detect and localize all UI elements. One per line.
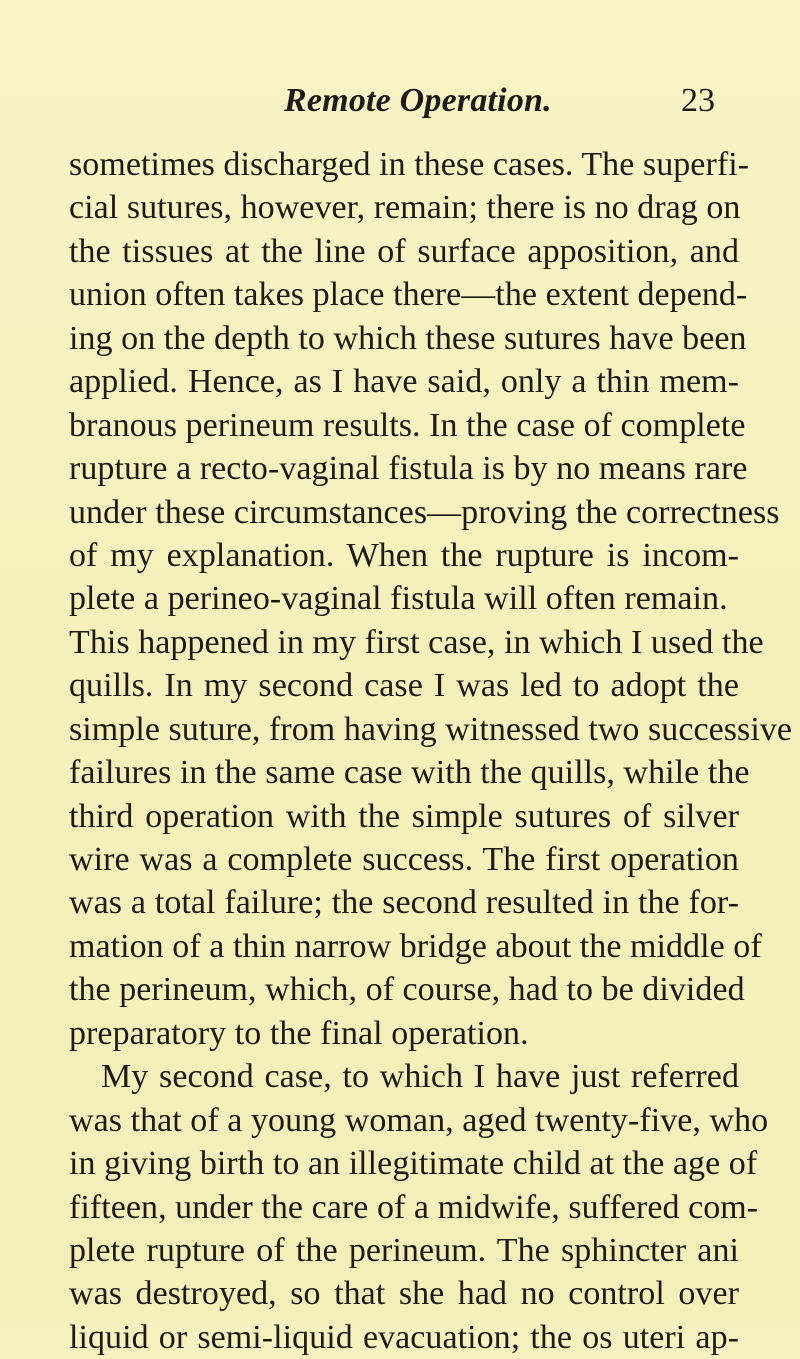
text-line: failures in the same case with the quills, while the bbox=[69, 754, 750, 792]
text-line: rupture a recto-vaginal fistula is by no means rare bbox=[69, 450, 748, 488]
text-line: in giving birth to an illegitimate child at the age of bbox=[69, 1145, 758, 1183]
text-line: liquid or semi-liquid evacuation; the os uteri ap- bbox=[69, 1318, 739, 1356]
text-line: preparatory to the final operation. bbox=[69, 1014, 529, 1052]
text-line: This happened in my first case, in which I used the bbox=[69, 623, 764, 661]
text-line: of my explanation. When the rupture is incom- bbox=[69, 536, 739, 574]
text-line: applied. Hence, as I have said, only a thin mem- bbox=[69, 363, 739, 401]
running-title: Remote Operation. bbox=[284, 82, 552, 119]
text-line: quills. In my second case I was led to adopt the bbox=[69, 667, 739, 705]
text-line: third operation with the simple sutures of silver bbox=[69, 797, 739, 835]
text-line: sometimes discharged in these cases. The superfi- bbox=[69, 146, 750, 183]
text-line: the tissues at the line of surface apposition, and bbox=[69, 232, 739, 270]
page-body-text bbox=[69, 143, 793, 1359]
text-line: plete a perineo-vaginal fistula will often remain. bbox=[69, 580, 728, 618]
text-line: was that of a young woman, aged twenty-five, who bbox=[69, 1101, 769, 1139]
text-line: plete rupture of the perineum. The sphincter ani bbox=[69, 1231, 739, 1269]
text-line: ing on the depth to which these sutures have been bbox=[69, 319, 747, 357]
text-line: was destroyed, so that she had no control over bbox=[69, 1275, 739, 1313]
text-line: wire was a complete success. The first operation bbox=[69, 841, 739, 878]
page-number: 23 bbox=[681, 82, 715, 119]
text-line-indented: My second case, to which I have just referred bbox=[101, 1058, 739, 1096]
text-line: simple suture, from having witnessed two successive bbox=[69, 710, 793, 748]
text-line: was a total failure; the second resulted in the for- bbox=[69, 884, 739, 922]
text-line: under these circumstances—proving the correctness bbox=[69, 493, 780, 531]
text-line: union often takes place there—the extent depend- bbox=[69, 276, 748, 314]
text-line: mation of a thin narrow bridge about the middle of bbox=[69, 927, 762, 965]
running-header bbox=[0, 82, 800, 122]
text-line: fifteen, under the care of a midwife, suffered com- bbox=[69, 1188, 759, 1226]
text-line: cial sutures, however, remain; there is no drag on bbox=[69, 189, 741, 227]
text-line: the perineum, which, of course, had to be divided bbox=[69, 971, 745, 1009]
text-line: branous perineum results. In the case of complete bbox=[69, 406, 746, 444]
